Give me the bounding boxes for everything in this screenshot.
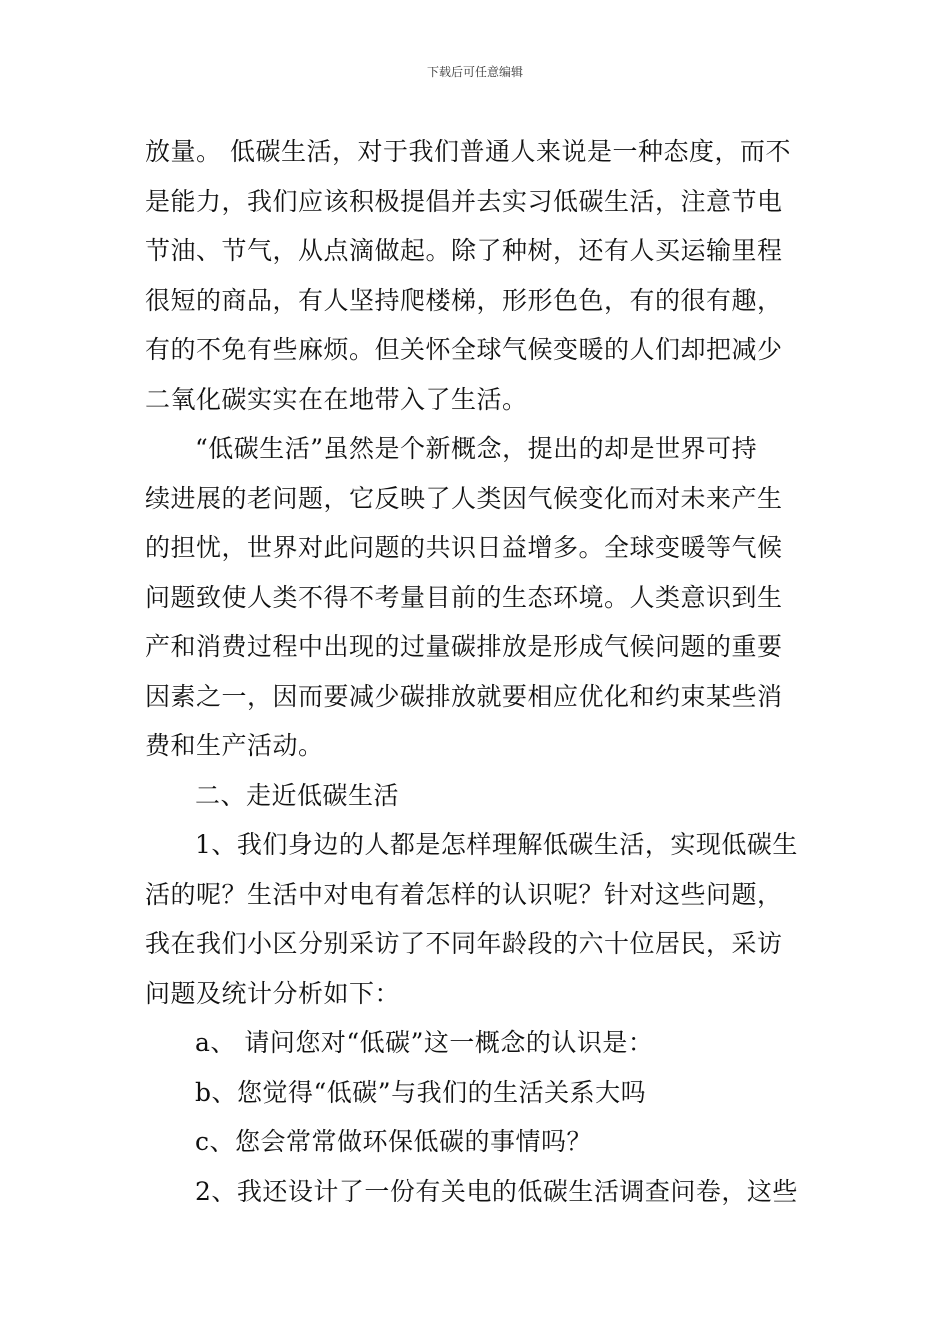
list-item: a、 请问您对“低碳”这一概念的认识是： (195, 1028, 654, 1057)
text-line: 放量。 低碳生活，对于我们普通人来说是一种态度，而不 (145, 137, 791, 166)
text-line: 产和消费过程中出现的过量碳排放是形成气候问题的重要 (145, 632, 783, 661)
page-header: 下载后可任意编辑 (426, 65, 523, 79)
text-line: 是能力，我们应该积极提倡并去实习低碳生活，注意节电 (145, 186, 783, 216)
text-line: 我在我们小区分别采访了不同年龄段的六十位居民，采访 (145, 929, 783, 958)
section-heading: 二、走近低碳生活 (195, 780, 400, 810)
text-line: 的担忧，世界对此问题的共识日益增多。全球变暖等气候 (145, 533, 783, 562)
text-line: 节油、节气，从点滴做起。除了种树，还有人买运输里程 (145, 236, 783, 265)
text-line: 因素之一，因而要减少碳排放就要相应优化和约束某些消 (145, 681, 783, 711)
text-line: 很短的商品，有人坚持爬楼梯，形形色色，有的很有趣， (145, 285, 783, 315)
text-line: 续进展的老问题，它反映了人类因气候变化而对未来产生 (145, 483, 783, 513)
paragraph-start: “低碳生活”虽然是个新概念，提出的却是世界可持 (195, 434, 758, 463)
paragraph-start: 1、我们身边的人都是怎样理解低碳生活，实现低碳生 (195, 830, 798, 859)
text-line: 问题及统计分析如下： (145, 978, 401, 1008)
text-line: 费和生产活动。 (145, 731, 324, 760)
text-line: 活的呢？生活中对电有着怎样的认识呢？针对这些问题， (145, 879, 783, 909)
text-line: 二氧化碳实实在在地带入了生活。 (145, 384, 528, 414)
list-item: b、您觉得“低碳”与我们的生活关系大吗 (195, 1077, 647, 1107)
list-item: c、您会常常做环保低碳的事情吗？ (195, 1127, 593, 1156)
text-line: 有的不免有些麻烦。但关怀全球气候变暖的人们却把减少 (145, 335, 783, 364)
paragraph-start: 2、我还设计了一份有关电的低碳生活调查问卷，这些 (195, 1176, 798, 1206)
document-body (145, 127, 810, 1216)
text-line: 问题致使人类不得不考量目前的生态环境。人类意识到生 (145, 582, 783, 612)
